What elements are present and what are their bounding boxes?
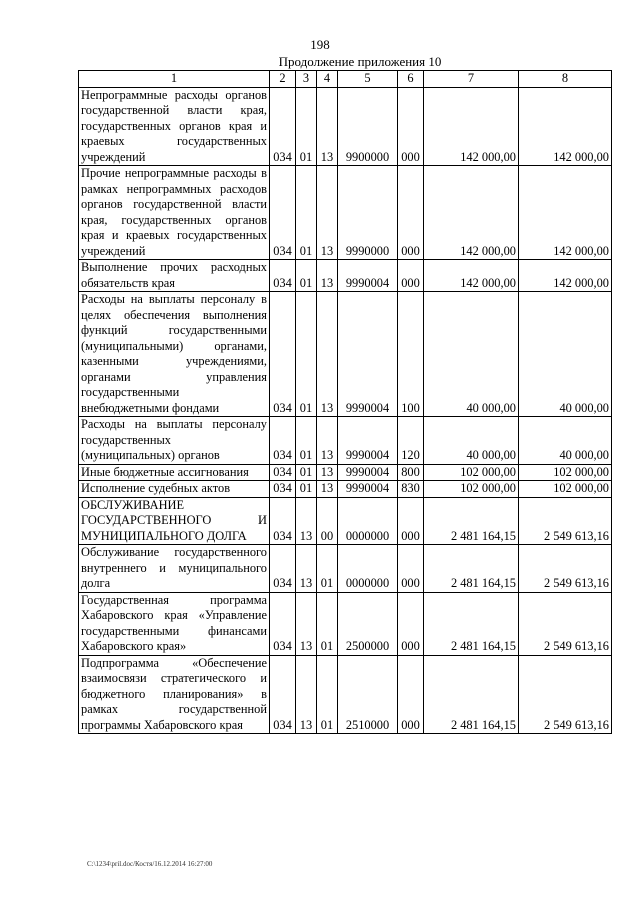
row-target-article: 9990004 <box>338 417 398 465</box>
row-section: 01 <box>296 260 317 292</box>
row-amount-1: 102 000,00 <box>424 464 519 481</box>
row-expense-type: 000 <box>398 166 424 260</box>
row-amount-2: 102 000,00 <box>519 481 612 498</box>
row-amount-1: 2 481 164,15 <box>424 592 519 655</box>
col-header-5: 5 <box>338 71 398 88</box>
row-expense-type: 120 <box>398 417 424 465</box>
table-row <box>79 545 612 593</box>
file-path-footer: C:\1234\pril.doc/Костя/16.12.2014 16:27:00 <box>87 860 213 868</box>
row-target-article: 9990004 <box>338 464 398 481</box>
row-ministry-code: 034 <box>270 497 296 545</box>
row-amount-1: 142 000,00 <box>424 166 519 260</box>
row-subsection: 00 <box>317 497 338 545</box>
row-amount-1: 102 000,00 <box>424 481 519 498</box>
row-subsection: 01 <box>317 592 338 655</box>
row-ministry-code: 034 <box>270 592 296 655</box>
row-section: 13 <box>296 497 317 545</box>
budget-table <box>78 70 612 734</box>
row-expense-type: 100 <box>398 292 424 417</box>
row-ministry-code: 034 <box>270 87 296 166</box>
col-header-8: 8 <box>519 71 612 88</box>
row-amount-2: 2 549 613,16 <box>519 545 612 593</box>
row-section: 01 <box>296 166 317 260</box>
row-subsection: 13 <box>317 166 338 260</box>
row-section: 01 <box>296 292 317 417</box>
row-amount-2: 2 549 613,16 <box>519 655 612 734</box>
row-target-article: 9990004 <box>338 481 398 498</box>
row-name: Выполнение прочих расходных обязательств края <box>79 260 270 292</box>
row-target-article: 0000000 <box>338 497 398 545</box>
row-target-article: 2500000 <box>338 592 398 655</box>
row-amount-2: 2 549 613,16 <box>519 497 612 545</box>
row-name: Прочие непрограммные расходы в рамках непрограммных расходов органов государственной власти края, государственных органов края и краевых государственных учреждений <box>79 166 270 260</box>
appendix-caption: Продолжение приложения 10 <box>278 54 442 69</box>
row-ministry-code: 034 <box>270 292 296 417</box>
row-subsection: 13 <box>317 464 338 481</box>
row-subsection: 13 <box>317 481 338 498</box>
row-name: Исполнение судебных актов <box>79 481 270 498</box>
row-ministry-code: 034 <box>270 417 296 465</box>
header-row <box>79 71 612 88</box>
row-section: 13 <box>296 655 317 734</box>
row-ministry-code: 034 <box>270 545 296 593</box>
table-row <box>79 417 612 465</box>
row-target-article: 9990000 <box>338 166 398 260</box>
row-ministry-code: 034 <box>270 464 296 481</box>
row-amount-2: 142 000,00 <box>519 260 612 292</box>
row-expense-type: 800 <box>398 464 424 481</box>
table-row <box>79 292 612 417</box>
row-subsection: 13 <box>317 417 338 465</box>
row-amount-2: 40 000,00 <box>519 292 612 417</box>
row-expense-type: 000 <box>398 87 424 166</box>
row-subsection: 13 <box>317 87 338 166</box>
row-target-article: 9990004 <box>338 292 398 417</box>
col-header-7: 7 <box>424 71 519 88</box>
row-subsection: 01 <box>317 545 338 593</box>
row-target-article: 0000000 <box>338 545 398 593</box>
row-amount-2: 142 000,00 <box>519 87 612 166</box>
row-name: Непрограммные расходы органов государственной власти края, государственных органов края и краевых государственных учреждений <box>79 87 270 166</box>
row-subsection: 13 <box>317 292 338 417</box>
row-amount-2: 142 000,00 <box>519 166 612 260</box>
row-name: Обслуживание государственного внутреннего и муниципального долга <box>79 545 270 593</box>
row-section: 13 <box>296 545 317 593</box>
row-section: 01 <box>296 417 317 465</box>
col-header-3: 3 <box>296 71 317 88</box>
row-expense-type: 000 <box>398 592 424 655</box>
page-number: 198 <box>310 37 330 52</box>
row-ministry-code: 034 <box>270 260 296 292</box>
row-target-article: 9990004 <box>338 260 398 292</box>
col-header-6: 6 <box>398 71 424 88</box>
table-row <box>79 481 612 498</box>
row-expense-type: 000 <box>398 497 424 545</box>
row-amount-1: 2 481 164,15 <box>424 497 519 545</box>
col-header-4: 4 <box>317 71 338 88</box>
row-name: Подпрограмма «Обеспечение взаимосвязи стратегического и бюджетного планирования» в рамках государственной программы Хабаровского края <box>79 655 270 734</box>
row-section: 13 <box>296 592 317 655</box>
row-name: Расходы на выплаты персоналу государственных (муниципальных) органов <box>79 417 270 465</box>
col-header-2: 2 <box>270 71 296 88</box>
table-row <box>79 592 612 655</box>
row-subsection: 01 <box>317 655 338 734</box>
row-expense-type: 830 <box>398 481 424 498</box>
row-section: 01 <box>296 464 317 481</box>
row-name: ОБСЛУЖИВАНИЕ ГОСУДАРСТВЕННОГО И МУНИЦИПАЛЬНОГО ДОЛГА <box>79 497 270 545</box>
row-amount-2: 40 000,00 <box>519 417 612 465</box>
table-row <box>79 655 612 734</box>
table-row <box>79 87 612 166</box>
row-ministry-code: 034 <box>270 166 296 260</box>
row-amount-1: 40 000,00 <box>424 417 519 465</box>
table-row <box>79 497 612 545</box>
row-target-article: 2510000 <box>338 655 398 734</box>
table-row <box>79 464 612 481</box>
table-row <box>79 166 612 260</box>
row-section: 01 <box>296 87 317 166</box>
row-ministry-code: 034 <box>270 481 296 498</box>
row-name: Иные бюджетные ассигнования <box>79 464 270 481</box>
row-ministry-code: 034 <box>270 655 296 734</box>
row-amount-1: 40 000,00 <box>424 292 519 417</box>
row-amount-1: 142 000,00 <box>424 260 519 292</box>
row-amount-2: 102 000,00 <box>519 464 612 481</box>
row-expense-type: 000 <box>398 655 424 734</box>
row-name: Государственная программа Хабаровского края «Управление государственными финансами Хабаровского края» <box>79 592 270 655</box>
row-expense-type: 000 <box>398 545 424 593</box>
row-amount-2: 2 549 613,16 <box>519 592 612 655</box>
row-amount-1: 2 481 164,15 <box>424 655 519 734</box>
row-expense-type: 000 <box>398 260 424 292</box>
row-amount-1: 142 000,00 <box>424 87 519 166</box>
row-section: 01 <box>296 481 317 498</box>
row-name: Расходы на выплаты персоналу в целях обеспечения выполнения функций государственными (муниципальными) органами, казенными учреждениями, органами управления государственными внебюджетными фондами <box>79 292 270 417</box>
row-amount-1: 2 481 164,15 <box>424 545 519 593</box>
col-header-1: 1 <box>79 71 270 88</box>
row-target-article: 9900000 <box>338 87 398 166</box>
row-subsection: 13 <box>317 260 338 292</box>
table-row <box>79 260 612 292</box>
